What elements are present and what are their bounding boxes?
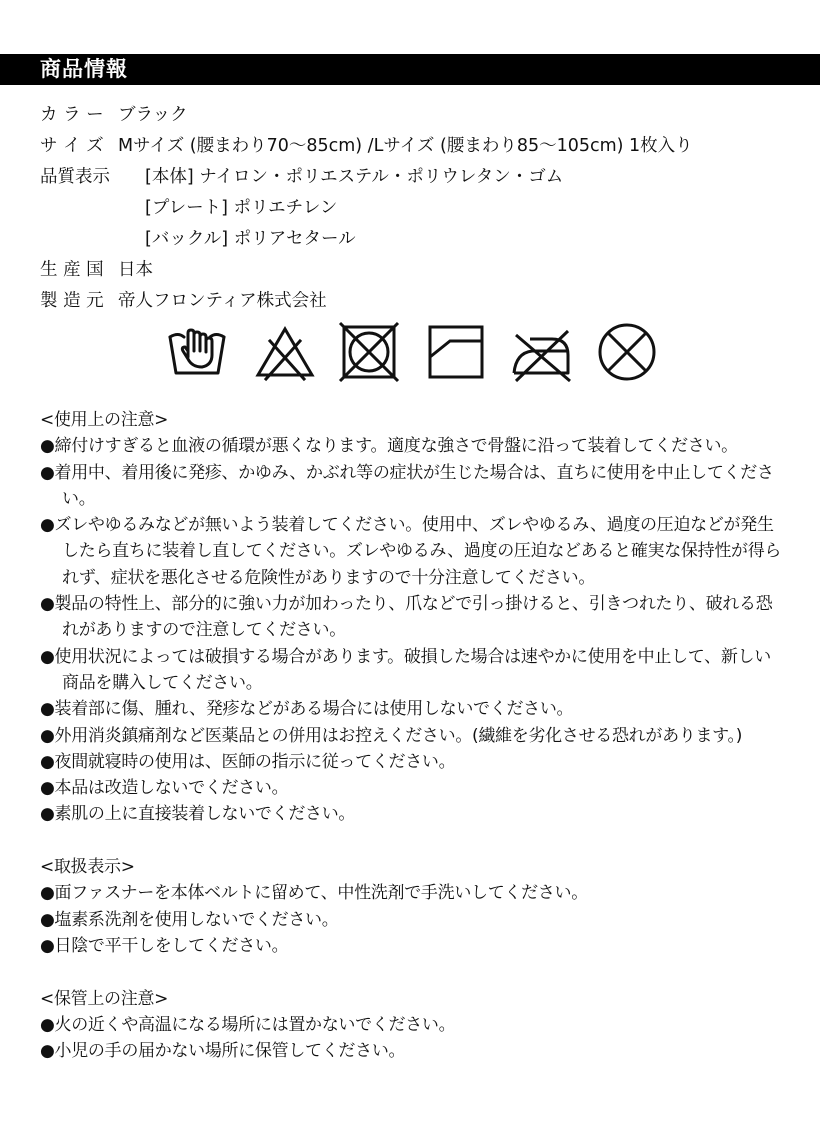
no-bleach-icon — [254, 321, 316, 383]
spec-value-maker: 帝人フロンティア株式会社 — [118, 291, 327, 311]
line-dry-shade-icon — [426, 321, 488, 383]
spec-value-material-buckle: [バックル] ポリアセタール — [145, 229, 356, 249]
storage-title: <保管上の注意> — [40, 988, 169, 1009]
spec-label-maker: 製 造 元 — [40, 291, 104, 311]
section-header-bar — [0, 54, 820, 85]
usage-title: <使用上の注意> — [40, 410, 169, 430]
usage-item-8: ●夜間就寝時の使用は、医師の指示に従ってください。 — [40, 751, 456, 772]
section-gap — [40, 959, 785, 985]
spec-row-color — [40, 100, 800, 131]
spec-row-maker — [40, 286, 800, 317]
care-label-icons — [166, 321, 666, 383]
section-gap — [40, 828, 785, 854]
hand-wash-icon — [166, 321, 228, 383]
no-tumble-dry-icon — [338, 321, 400, 383]
spec-row-material-plate — [40, 193, 800, 224]
spec-label-origin: 生 産 国 — [40, 260, 104, 280]
usage-item-3: ●ズレやゆるみなどが無いよう装着してください。使用中、ズレやゆるみ、過度の圧迫などが発生したら直ちに装着し直してください。ズレやゆるみ、過度の圧迫などあると確実な保持性が得られず、症状を悪化させる危険性がありますので十分注意してください。 — [40, 515, 782, 588]
handling-title: <取扱表示> — [40, 857, 135, 878]
spec-row-origin — [40, 255, 800, 286]
spec-row-material-buckle — [40, 224, 800, 255]
handling-item-2: ●塩素系洗剤を使用しないでください。 — [40, 909, 339, 930]
spec-table — [40, 100, 800, 317]
spec-label-size: サ イ ズ — [40, 136, 104, 156]
usage-item-1: ●締付けすぎると血液の循環が悪くなります。適度な強さで骨盤に沿って装着してください。 — [40, 436, 738, 457]
usage-item-4: ●製品の特性上、部分的に強い力が加わったり、爪などで引っ掛けると、引きつれたり、破れる恐れがありますので注意してください。 — [40, 594, 773, 641]
spec-row-material — [40, 162, 800, 193]
storage-item-2: ●小児の手の届かない場所に保管してください。 — [40, 1041, 406, 1062]
no-dry-clean-icon — [596, 321, 658, 383]
usage-item-5: ●使用状況によっては破損する場合があります。破損した場合は速やかに使用を中止して、新しい商品を購入してください。 — [40, 646, 771, 693]
spec-value-size: Mサイズ (腰まわり70〜85cm) /Lサイズ (腰まわり85〜105cm) 1枚入り — [118, 136, 693, 156]
handling-item-1: ●面ファスナーを本体ベルトに留めて、中性洗剤で手洗いしてください。 — [40, 883, 588, 904]
spec-value-origin: 日本 — [118, 260, 153, 280]
spec-label-material: 品質表示 — [40, 167, 110, 187]
spec-row-size — [40, 131, 800, 162]
spec-value-material-plate: [プレート] ポリエチレン — [145, 198, 338, 218]
usage-item-2: ●着用中、着用後に発疹、かゆみ、かぶれ等の症状が生じた場合は、直ちに使用を中止してください。 — [40, 462, 774, 509]
usage-item-10: ●素肌の上に直接装着しないでください。 — [40, 804, 356, 825]
spec-label-color: カ ラ ー — [40, 105, 104, 125]
usage-item-9: ●本品は改造しないでください。 — [40, 778, 289, 799]
usage-item-6: ●装着部に傷、腫れ、発疹などがある場合には使用しないでください。 — [40, 699, 574, 720]
spec-value-color: ブラック — [118, 105, 188, 125]
no-iron-icon — [508, 321, 574, 383]
storage-item-1: ●火の近くや高温になる場所には置かないでください。 — [40, 1014, 456, 1035]
section-title: 商品情報 — [40, 57, 128, 81]
handling-item-3: ●日陰で平干しをしてください。 — [40, 935, 289, 956]
usage-item-7: ●外用消炎鎮痛剤など医薬品との併用はお控えください。(繊維を劣化させる恐れがあります。) — [40, 725, 743, 746]
spec-value-material-body: [本体] ナイロン・ポリエステル・ポリウレタン・ゴム — [145, 167, 564, 187]
notes-section — [40, 407, 785, 1064]
